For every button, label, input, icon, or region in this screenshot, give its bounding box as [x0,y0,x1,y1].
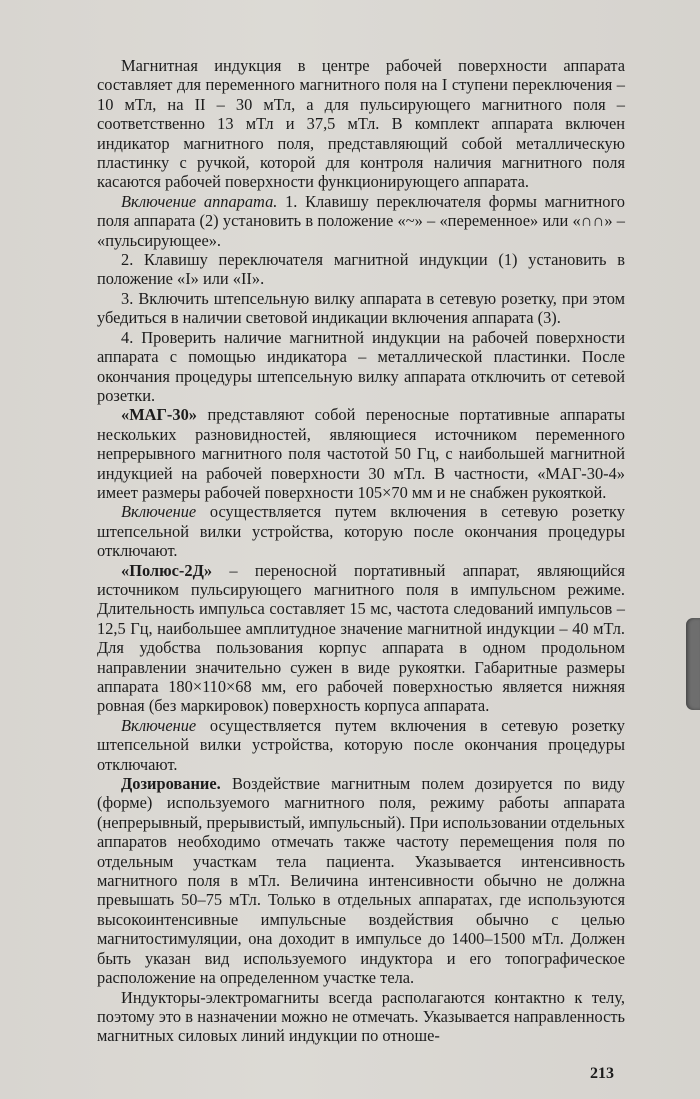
paragraph-1 [97,56,625,192]
body-text [97,56,625,1046]
paragraph-6 [97,405,625,502]
paragraph-7-lead: Включение [121,502,197,522]
paragraph-8-lead: «Полюс-2Д» [121,560,213,580]
page-number: 213 [590,1065,614,1082]
paragraph-1-text: Магнитная индукция в центре рабочей поверхности аппарата составляет для переменного магнитного поля на I ступени переключения – 10 мТл, на II – 30 мТл, а для пульсирующего магнитного поля – соответственно 13 мТл и 37,5 мТл. В комплект аппарата включен индикатор магнитного поля, представляющий собой металлическую пластинку с ручкой, которой для контроля наличия магнитного поля касаются рабочей поверхности функционирующего аппарата. [97,56,625,192]
paragraph-7-text: осуществляется путем включения в сетевую розетку штепсельной вилки устройства, которую после окончания процедуры отключают. [97,502,625,561]
paragraph-5 [97,328,625,406]
paragraph-5-text: 4. Проверить наличие магнитной индукции на рабочей поверхности аппарата с помощью индикатора – металлической пластинки. После окончания процедуры штепсельную вилку аппарата отключить от сетевой розетки. [97,327,625,405]
paragraph-4 [97,289,625,328]
paragraph-2-text: 1. Клавишу переключателя формы магнитного поля аппарата (2) установить в положение «~» – «переменное» или «∩∩» – «пульсирующее». [97,191,625,250]
paragraph-7 [97,502,625,560]
paragraph-11-text: Индукторы-электромагниты всегда располагаются контактно к телу, поэтому это в назначении можно не отмечать. Указывается направленность магнитных силовых линий индукции по отноше- [97,987,625,1046]
paragraph-3-text: 2. Клавишу переключателя магнитной индукции (1) установить в положение «I» или «II». [97,250,625,289]
paragraph-9-text: осуществляется путем включения в сетевую розетку штепсельной вилки устройства, которую после окончания процедуры отключают. [97,715,625,774]
paragraph-6-text: представляют собой переносные портативные аппараты нескольких разновидностей, являющиеся источником переменного непрерывного магнитного поля частотой 50 Гц, с наибольшей магнитной индукцией на рабочей поверхности 30 мТл. В частности, «МАГ-30-4» имеет размеры рабочей поверхности 105×70 мм и не снабжен рукояткой. [97,405,625,502]
paragraph-11 [97,988,625,1046]
paragraph-9-lead: Включение [121,715,197,735]
paragraph-9 [97,716,625,774]
page-edge-tab [686,618,700,710]
paragraph-10-lead: Дозирование. [121,774,221,794]
paragraph-3 [97,250,625,289]
paragraph-6-lead: «МАГ-30» [121,405,197,425]
paragraph-10 [97,774,625,987]
paragraph-2-lead: Включение аппарата. [121,191,278,211]
paragraph-4-text: 3. Включить штепсельную вилку аппарата в сетевую розетку, при этом убедиться в наличии световой индикации включения аппарата (3). [97,288,625,328]
paragraph-10-text: Воздействие магнитным полем дозируется по виду (форме) используемого магнитного поля, режиму работы аппарата (непрерывный, прерывистый, импульсный). При использовании отдельных аппаратов необходимо отмечать также частоту перемещения поля по отдельным участкам тела пациента. Указывается интенсивность магнитного поля в мТл. Величина интенсивности обычно не должна превышать 50–75 мТл. Только в отдельных аппаратах, где используются высокоинтенсивные импульсные воздействия обычно с целью магнитостимуляции, она доходит в импульсе до 1400–1500 мТл. Должен быть указан вид используемого индуктора и его топографическое расположение на определенном участке тела. [97,774,625,988]
paragraph-8-text: – переносной портативный аппарат, являющийся источником пульсирующего магнитного поля в импульсном режиме. Длительность импульса составляет 15 мс, частота следований импульсов – 12,5 Гц, наибольшее амплитудное значение магнитной индукции – 40 мТл. Для удобства пользования корпус аппарата в одном продольном направлении значительно сужен в виде рукоятки. Габаритные размеры аппарата 180×110×68 мм, его рабочей поверхностью является нижняя ровная (без маркировок) поверхность корпуса аппарата. [97,560,625,716]
paragraph-2 [97,192,625,250]
paragraph-8 [97,561,625,716]
